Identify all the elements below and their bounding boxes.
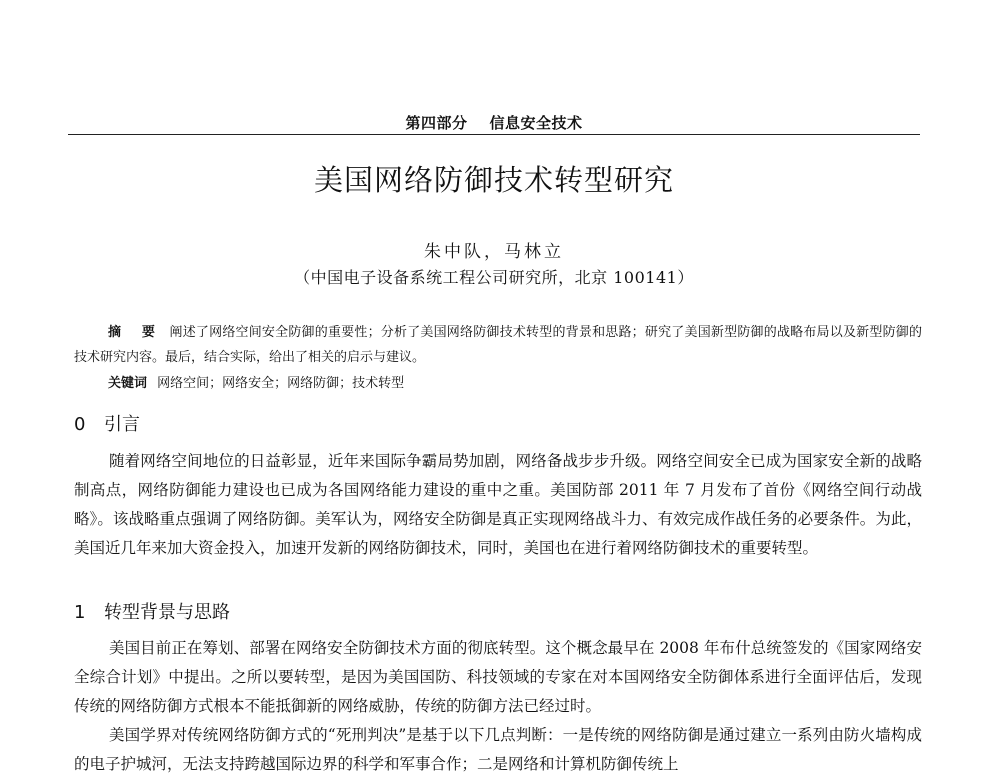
section-number: 1	[74, 602, 86, 623]
keywords	[108, 372, 908, 391]
abstract	[74, 320, 922, 370]
section-heading-introduction	[74, 410, 140, 436]
keywords-text: 网络空间；网络安全；网络防御；技术转型	[157, 376, 405, 391]
paragraph: 美国目前正在筹划、部署在网络安全防御技术方面的彻底转型。这个概念最早在 2008 年布什总统签发的《国家网络安全综合计划》中提出。之所以要转型，是因为美国国防、科技领域的专家在对本国网络安全防御体系进行全面评估后，发现传统的网络防御方式根本不能抵御新的网络威胁，传统的防御方法已经过时。	[74, 639, 922, 715]
affiliation: （中国电子设备系统工程公司研究所，北京 100141）	[294, 268, 694, 287]
section-title: 转型背景与思路	[104, 602, 230, 623]
paragraph: 美国学界对传统网络防御方式的“死刑判决”是基于以下几点判断：一是传统的网络防御是通过建立一系列由防火墙构成的电子护城河，无法支持跨越国际边界的科学和军事合作；二是网络和计算机防御传统上	[74, 726, 922, 773]
section-title: 引言	[104, 414, 140, 435]
abstract-label: 摘 要	[108, 325, 164, 340]
part-label: 第四部分	[405, 114, 468, 132]
authors: 朱中队，马林立	[424, 242, 564, 262]
paragraph: 随着网络空间地位的日益彰显，近年来国际争霸局势加剧，网络备战步步升级。网络空间安全已成为国家安全新的战略制高点，网络防御能力建设也已成为各国网络能力建设的重中之重。美国防部 2011 年 7 月发布了首份《网络空间行动战略》。该战略重点强调了网络防御。美军认为，网络安全防御是真正实现网络战斗力、有效完成作战任务的必要条件。为此，美国近几年来加大资金投入，加速开发新的网络防御技术，同时，美国也在进行着网络防御技术的重要转型。	[74, 452, 922, 557]
keywords-label: 关键词	[108, 376, 148, 391]
section-label: 信息安全技术	[489, 114, 583, 132]
section-number: 0	[74, 414, 86, 435]
abstract-text: 阐述了网络空间安全防御的重要性；分析了美国网络防御技术转型的背景和思路；研究了美国新型防御的战略布局以及新型防御的技术研究内容。最后，结合实际，给出了相关的启示与建议。	[74, 325, 922, 365]
header-rule	[68, 134, 920, 135]
running-header	[68, 112, 920, 133]
section-heading-background	[74, 598, 230, 624]
paper-title: 美国网络防御技术转型研究	[313, 163, 674, 197]
